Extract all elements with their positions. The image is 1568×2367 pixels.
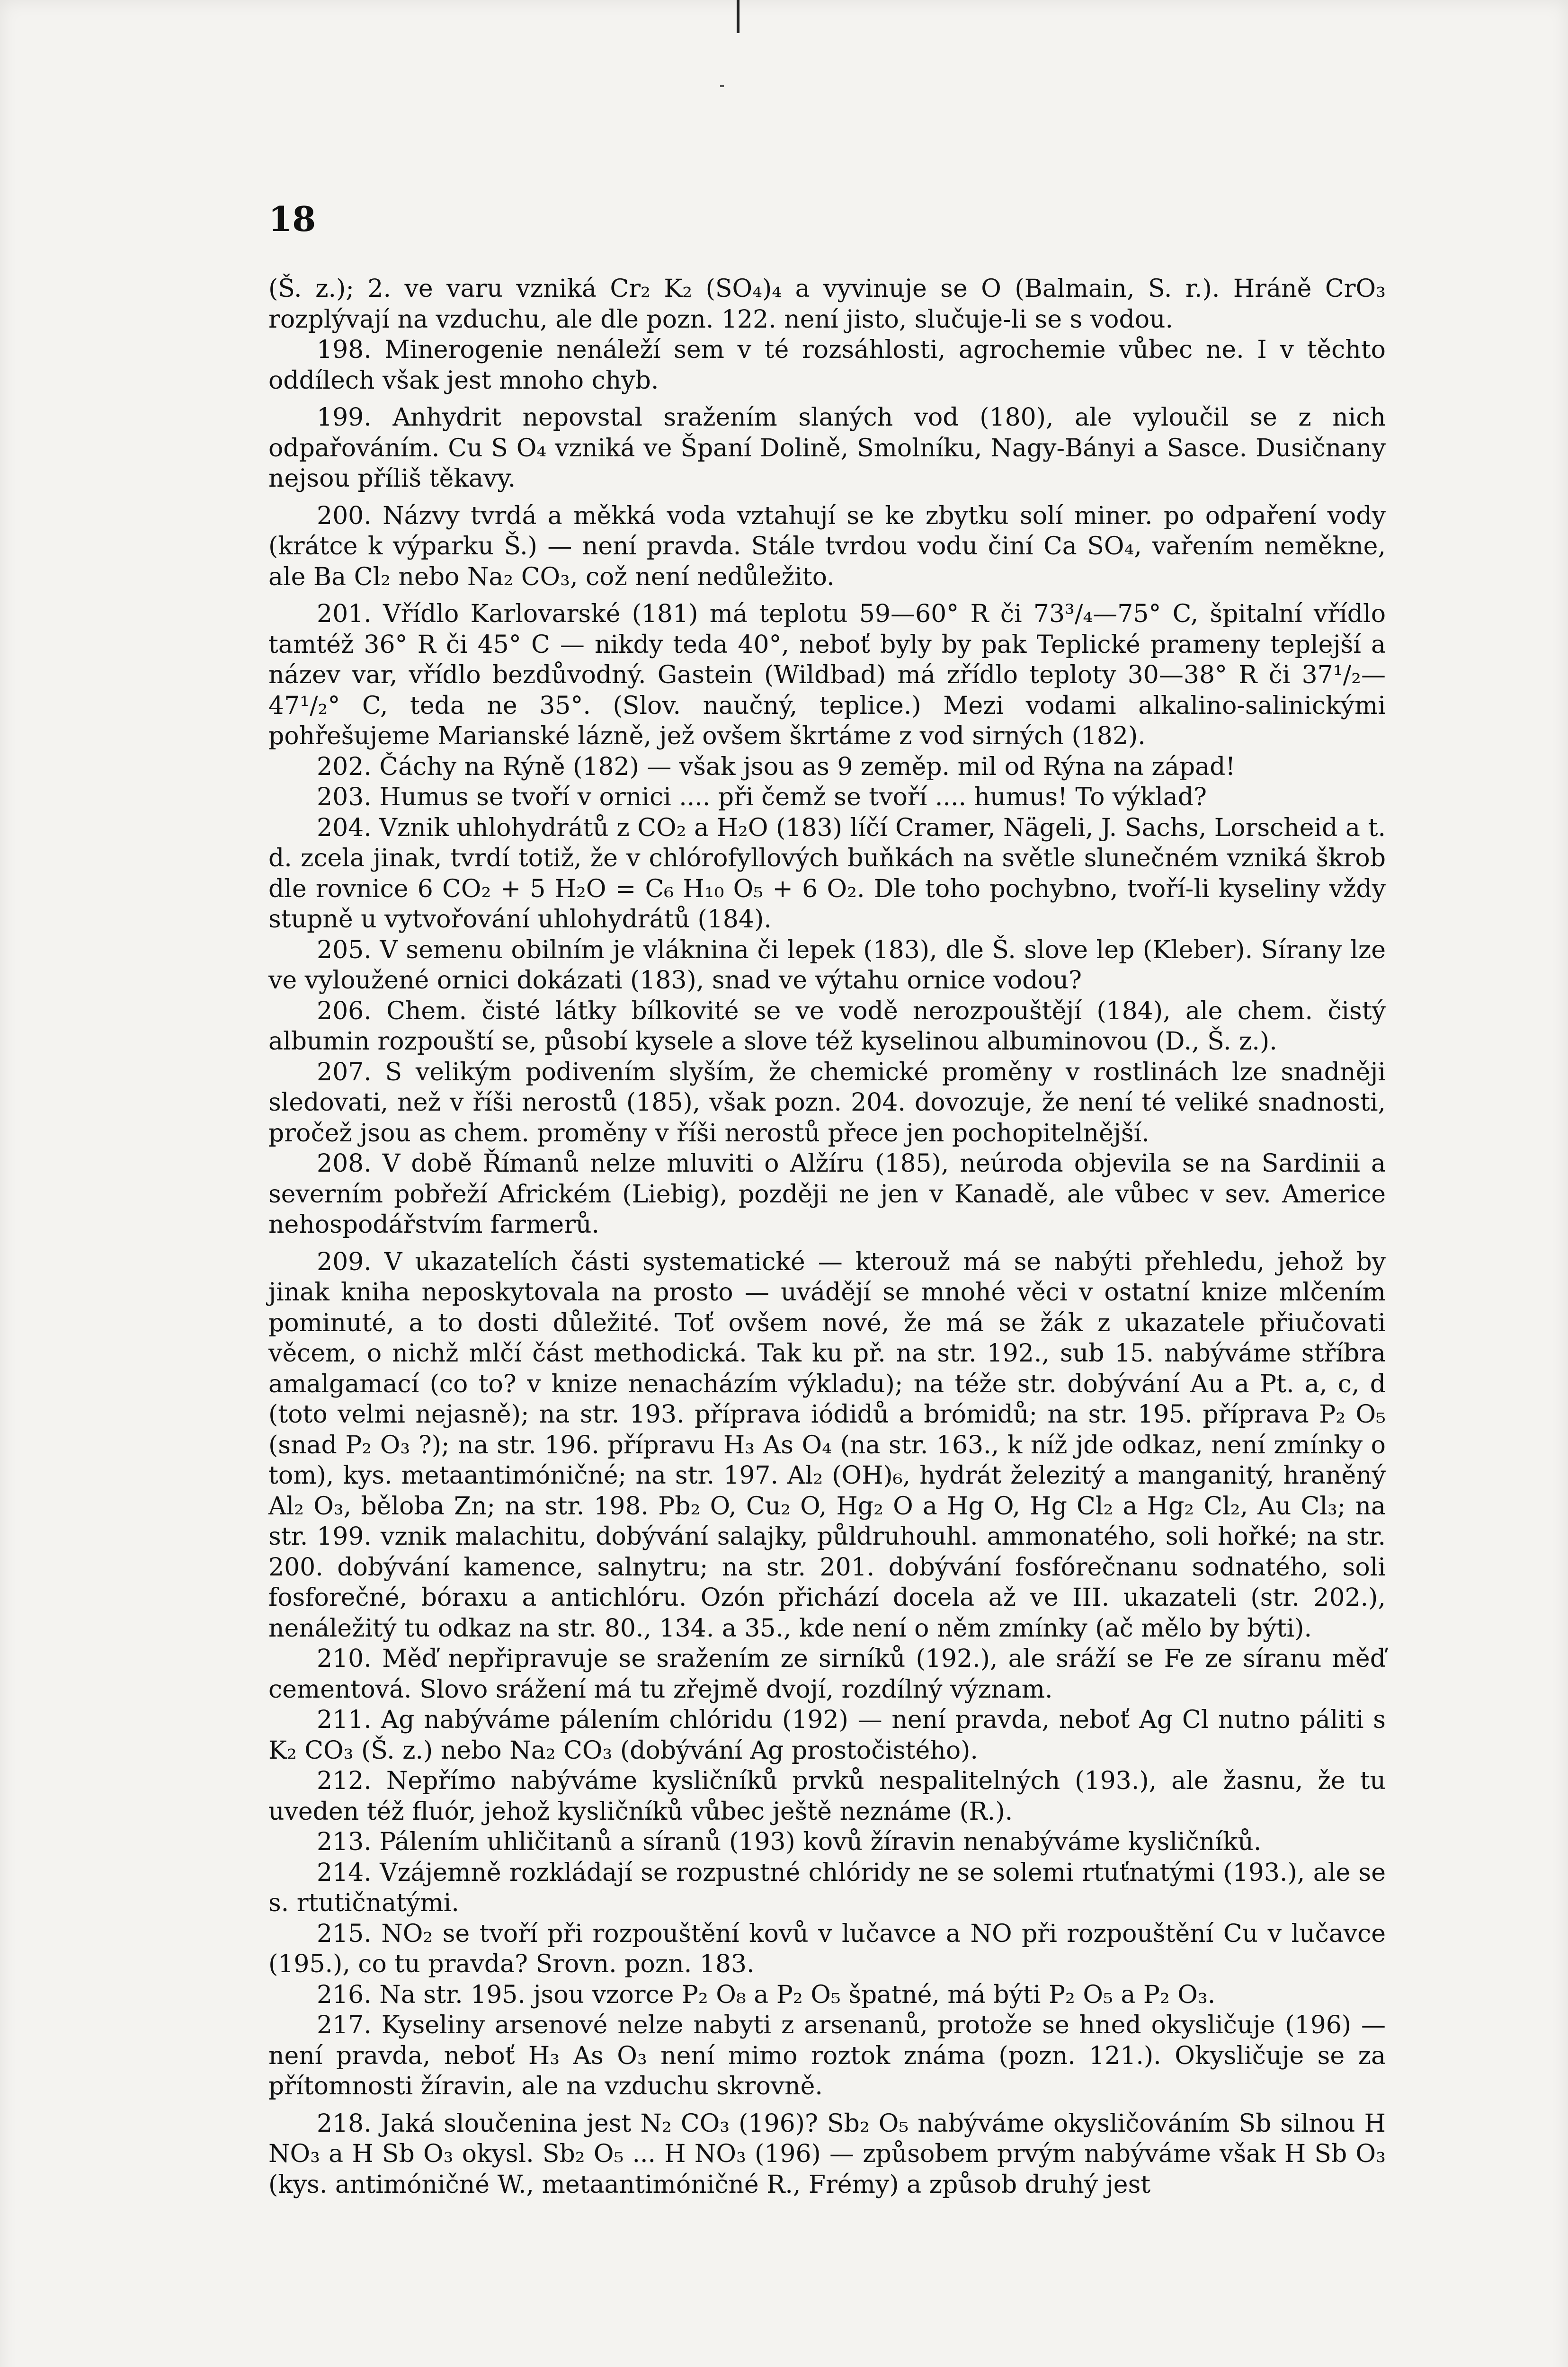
note-216: 216. Na str. 195. jsou vzorce P₂ O₈ a P₂ O₅ špatné, má býti P₂ O₅ a P₂ O₃. — [317, 1980, 1216, 2009]
note-218: 218. Jaká sloučenina jest N₂ CO₃ (196)? Sb₂ O₅ nabýváme okysličováním Sb silnou H NO₃ a H Sb O₃ okysl. Sb₂ O₅ ... H NO₃ (196) — způsobem prvým nabýváme však H Sb O₃ (kys. antimóničné W., metaantimóničné R., Frémy) a způsob druhý jest — [268, 2109, 1386, 2199]
note-207: 207. S velikým podivením slyším, že chemické proměny v rostlinách lze snadněji sledovati, než v říši nerostů (185), však pozn. 204. dovozuje, že není té veliké snadnosti, pročež jsou as chem. proměny v říši nerostů přece jen pochopitelnější. — [268, 1058, 1386, 1148]
note-212: 212. Nepřímo nabýváme kysličníků prvků nespalitelných (193.), ale žasnu, že tu uveden též fluór, jehož kysličníků vůbec ještě neznáme (R.). — [268, 1767, 1386, 1826]
note-214: 214. Vzájemně rozkládají se rozpustné chlóridy ne se solemi rtuťnatými (193.), ale se s. rtutičnatými. — [268, 1858, 1386, 1917]
note-202: 202. Čáchy na Rýně (182) — však jsou as 9 zeměp. mil od Rýna na západ! — [317, 752, 1236, 781]
scan-speck — [720, 85, 724, 87]
note-204: 204. Vznik uhlohydrátů z CO₂ a H₂O (183) líčí Cramer, Nägeli, J. Sachs, Lorscheid a t. d. zcela jinak, tvrdí totiž, že v chlórofyllových buňkách na světle slunečném vzniká škrob dle rovnice 6 CO₂ + 5 H₂O = C₆ H₁₀ O₅ + 6 O₂. Dle toho pochybno, tvoří-li kyseliny vždy stupně u vytvořování uhlohydrátů (184). — [268, 813, 1386, 934]
note-211: 211. Ag nabýváme pálením chlóridu (192) — není pravda, neboť Ag Cl nutno páliti s K₂ CO₃ (Š. z.) nebo Na₂ CO₃ (dobývání Ag prostočistého). — [268, 1706, 1386, 1765]
body-text — [268, 274, 1386, 2200]
note-208: 208. V době Římanů nelze mluviti o Alžíru (185), neúroda objevila se na Sardinii a severním pobřeží Africkém (Liebig), později ne jen v Kanadě, ale vůbec v sev. Americe nehospodářstvím farmerů. — [268, 1149, 1386, 1239]
note-205: 205. V semenu obilním je vláknina či lepek (183), dle Š. slove lep (Kleber). Sírany lze ve vyloužené ornici dokázati (183), snad ve výtahu ornice vodou? — [268, 935, 1386, 995]
note-209: 209. V ukazatelích části systematické — kterouž má se nabýti přehledu, jehož by jinak kniha neposkytovala na prosto — uvádějí se mnohé věci v ostatní knize mlčením pominuté, a to dosti důležité. Toť ovšem nové, že má se žák z ukazatele přiučovati věcem, o nichž mlčí část methodická. Tak ku př. na str. 192., sub 15. nabýváme stříbra amalgamací (co to? v knize nenacházím výkladu); na téže str. dobývání Au a Pt. a, c, d (toto velmi nejasně); na str. 193. příprava iódidů a brómidů; na str. 195. příprava P₂ O₅ (snad P₂ O₃ ?); na str. 196. přípravu H₃ As O₄ (na str. 163., k níž jde odkaz, není zmínky o tom), kys. metaantimóničné; na str. 197. Al₂ (OH)₆, hydrát železitý a manganitý, hraněný Al₂ O₃, běloba Zn; na str. 198. Pb₂ O, Cu₂ O, Hg₂ O a Hg O, Hg Cl₂ a Hg₂ Cl₂, Au Cl₃; na str. 199. vznik malachitu, dobývání salajky, půldruhouhl. ammonatého, soli hořké; na str. 200. dobývání kamence, salnytru; na str. 201. dobývání fosfórečnanu sodnatého, soli fosforečné, bóraxu a antichlóru. Ozón přichází docela až ve III. ukazateli (str. 202.), nenáležitý tu odkaz na str. 80., 134. a 35., kde není o něm zmínky (ač mělo by býti). — [268, 1247, 1386, 1643]
note-203: 203. Humus se tvoří v ornici .... při čemž se tvoří .... humus! To výklad? — [317, 783, 1207, 811]
note-200: 200. Názvy tvrdá a měkká voda vztahují se ke zbytku solí miner. po odpaření vody (krátce k výparku Š.) — není pravda. Stále tvrdou vodu činí Ca SO₄, vařením neměkne, ale Ba Cl₂ nebo Na₂ CO₃, což není nedůležito. — [268, 501, 1386, 591]
note-206: 206. Chem. čisté látky bílkovité se ve vodě nerozpouštějí (184), ale chem. čistý albumin rozpouští se, působí kysele a slove též kyselinou albuminovou (D., Š. z.). — [268, 997, 1386, 1056]
note-199: 199. Anhydrit nepovstal sražením slaných vod (180), ale vyloučil se z nich odpařováním. Cu S O₄ vzniká ve Španí Dolině, Smolníku, Nagy-Bányi a Sasce. Dusičnany nejsou příliš těkavy. — [268, 403, 1386, 493]
note-210: 210. Měď nepřipravuje se sražením ze sirníků (192.), ale sráží se Fe ze síranu měď cementová. Slovo srážení má tu zřejmě dvojí, rozdílný význam. — [268, 1645, 1386, 1704]
note-215: 215. NO₂ se tvoří při rozpouštění kovů v lučavce a NO při rozpouštění Cu v lučavce (195.), co tu pravda? Srovn. pozn. 183. — [268, 1919, 1386, 1978]
note-201: 201. Vřídlo Karlovarské (181) má teplotu 59—60° R či 73³/₄—75° C, špitalní vřídlo tamtéž 36° R či 45° C — nikdy teda 40°, neboť byly by pak Teplické prameny teplejší a název var, vřídlo bezdůvodný. Gastein (Wildbad) má zřídlo teploty 30—38° R či 37¹/₂—47¹/₂° C, teda ne 35°. (Slov. naučný, teplice.) Mezi vodami alkalino-salinickými pohřešujeme Marianské lázně, jež ovšem škrtáme z vod sirných (182). — [268, 600, 1386, 750]
paragraph-continued: (Š. z.); 2. ve varu vzniká Cr₂ K₂ (SO₄)₄ a vyvinuje se O (Balmain, S. r.). Hráně CrO₃ rozplývají na vzduchu, ale dle pozn. 122. není jisto, slučuje-li se s vodou. — [268, 275, 1386, 334]
scan-crop-mark — [737, 0, 739, 33]
page-number: 18 — [268, 199, 316, 239]
note-213: 213. Pálením uhličitanů a síranů (193) kovů žíravin nenabýváme kysličníků. — [317, 1828, 1262, 1856]
note-198: 198. Minerogenie nenáleží sem v té rozsáhlosti, agrochemie vůbec ne. I v těchto oddílech však jest mnoho chyb. — [268, 336, 1386, 395]
note-217: 217. Kyseliny arsenové nelze nabyti z arsenanů, protože se hned okysličuje (196) — není pravda, neboť H₃ As O₃ není mimo roztok známa (pozn. 121.). Okysličuje se za přítomnosti žíravin, ale na vzduchu skrovně. — [268, 2011, 1386, 2100]
